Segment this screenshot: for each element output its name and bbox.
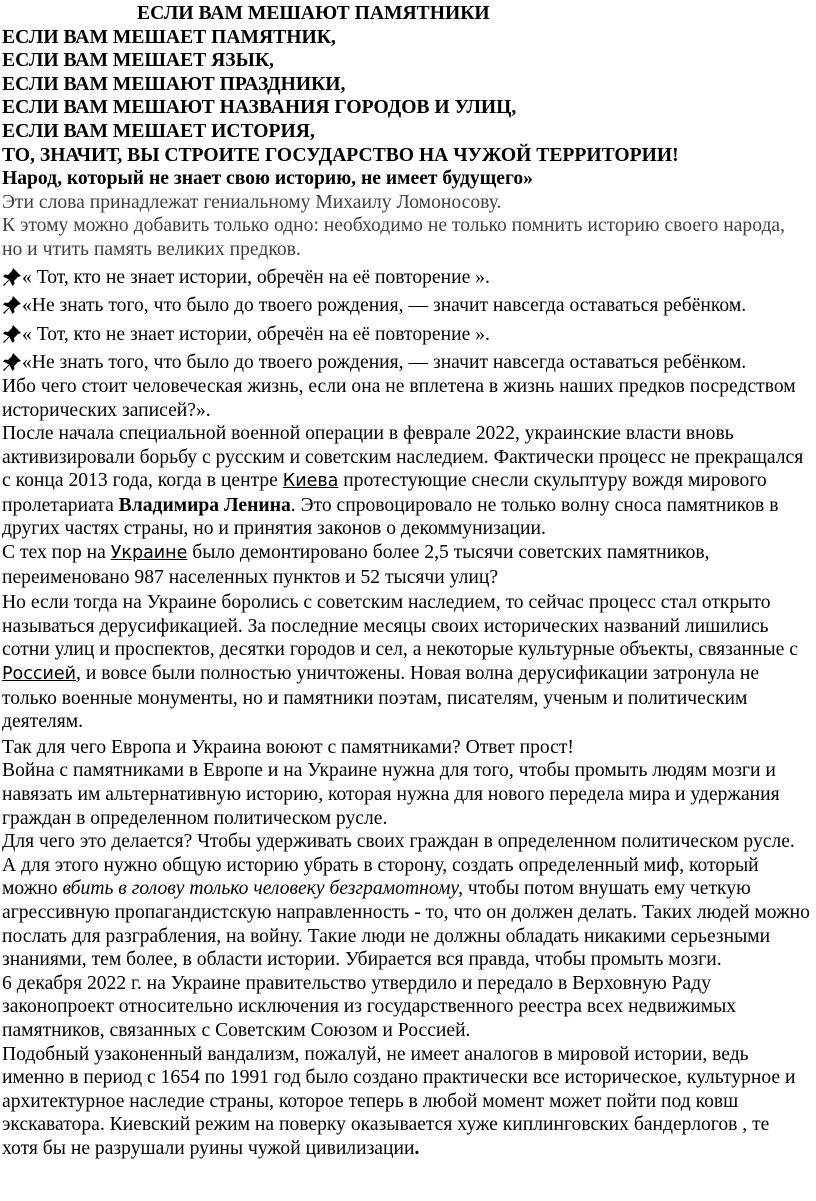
heading-line-5: ЕСЛИ ВАМ МЕШАЕТ ИСТОРИЯ, [2,120,315,142]
quote-text: «Не знать того, что было до твоего рождения, — значит навсегда оставаться ребёнком. [22,295,747,317]
quote-text: « Тот, кто не знает истории, обречён на её повторение ». [22,266,490,288]
quote-line-3 [2,323,810,347]
text-run: Но если тогда на Украине боролись с советским наследием, то сейчас процесс стал открыто называться дерусификацией. За последние месяцы своих исторических названий лишились сотни улиц и проспектов, десятки городов и сел, а некоторые культурные объекты, связанные с [2,592,798,661]
text-run: Для чего это делается? Чтобы удерживать своих граждан в определенном политическом русле. А для этого нужно общую историю убрать в сторону, создать определенный миф, который можно [2,831,795,900]
link-russia[interactable]: Россией [2,664,77,685]
text-run: было демонтировано более 2,5 тысячи советских памятников, переименовано 987 населенных пунктов и 52 тысячи улиц? [2,542,710,588]
text-run: Подобный узаконенный вандализм, пожалуй, не имеет аналогов в мировой истории, ведь именно в период с 1654 по 1991 год было создано практически все историческое, культурное и архитектурное наследие страны, которое теперь в любой момент может пойти под ковш экскаватора. Киевский режим на поверку оказывается хуже киплинговских бандерлогов , те хотя бы не разрушали руины чужой цивилизации [2,1043,796,1159]
quote-text: «Не знать того, что было до твоего рождения, — значит навсегда оставаться ребёнком. [22,352,747,374]
paragraph-3 [2,591,810,734]
subheading: Народ, который не знает свою историю, не имеет будущего» [2,168,533,190]
link-kiev[interactable]: Киева [282,471,339,492]
text-run: протестующие снесли скульптуру вождя мирового пролетариата [2,470,767,516]
text-run: После начала специальной военной операции в феврале 2022, украинские власти вновь активизировали борьбу с русским и советским наследием. Фактически процесс не прекращался с конца 2013 года, когда в центре [2,423,804,492]
text-run: , и вовсе были полностью уничтожены. Новая волна дерусификации затронула не только военные монументы, но и памятники поэтам, писателям, ученым и политическим деятелям. [2,663,760,733]
document-title: ЕСЛИ ВАМ МЕШАЮТ ПАМЯТНИКИ [137,3,490,24]
paragraph-6 [2,830,810,972]
text-run: чтобы потом внушать ему четкую агрессивную пропагандистскую направленность - то, что он должен делать. Таких людей можно послать для разграбления, на войну. Такие люди не должны обладать никакими серьезными знаниями, тем более, в области истории. Убирается вся правда, чтобы промыть мозги. [2,878,810,971]
pushpin-icon [2,267,22,289]
quote-continuation: Ибо чего стоит человеческая жизнь, если она не вплетена в жизнь наших предков посредством исторических записей?». [2,375,796,421]
heading-line-6: ТО, ЗНАЧИТ, ВЫ СТРОИТЕ ГОСУДАРСТВО НА ЧУЖОЙ ТЕРРИТОРИИ! [2,144,679,166]
heading-line-2: ЕСЛИ ВАМ МЕШАЕТ ЯЗЫК, [2,50,274,72]
italic-phrase: вбить в голову только человеку безграмотному, [62,878,463,900]
heading-line-1: ЕСЛИ ВАМ МЕШАЕТ ПАМЯТНИК, [2,26,336,48]
link-ukraine[interactable]: Украине [110,543,188,564]
bold-name: Владимира Ленина [118,494,291,516]
pushpin-icon [2,352,22,374]
quote-line-4 [2,351,810,375]
quote-text: « Тот, кто не знает истории, обречён на её повторение ». [22,323,490,345]
heading-line-3: ЕСЛИ ВАМ МЕШАЮТ ПРАЗДНИКИ, [2,73,346,95]
quote-line-2 [2,294,810,318]
paragraph-1 [2,422,810,541]
paragraph-4: Так для чего Европа и Украина воюют с памятниками? Ответ прост! [2,736,574,758]
paragraph-2 [2,541,810,589]
quote-line-1 [2,266,810,290]
final-period: . [414,1137,420,1159]
text-run: . Это спровоцировало не только волну сноса памятников в других частях страны, но и принятия законов о декоммунизации. [2,494,779,540]
paragraph-8 [2,1043,810,1161]
intro-paragraph-1: Эти слова принадлежат гениальному Михаилу Ломоносову. [2,191,502,213]
paragraph-5: Война с памятниками в Европе и на Украине нужна для того, чтобы промыть людям мозги и навязать им альтернативную историю, которая нужна для нового передела мира и удержания граждан в определенном политическом русле. [2,760,780,829]
paragraph-7: 6 декабря 2022 г. на Украине правительство утвердило и передало в Верховную Раду законопроект относительно исключения из государственного реестра всех недвижимых памятников, связанных с Советским Союзом и Россией. [2,972,737,1041]
heading-line-4: ЕСЛИ ВАМ МЕШАЮТ НАЗВАНИЯ ГОРОДОВ И УЛИЦ, [2,97,517,119]
text-run: С тех пор на [2,542,111,564]
pushpin-icon [2,324,22,346]
pushpin-icon [2,295,22,317]
intro-paragraph-2: К этому можно добавить только одно: необходимо не только помнить историю своего народа, но и чтить память великих предков. [2,215,786,260]
